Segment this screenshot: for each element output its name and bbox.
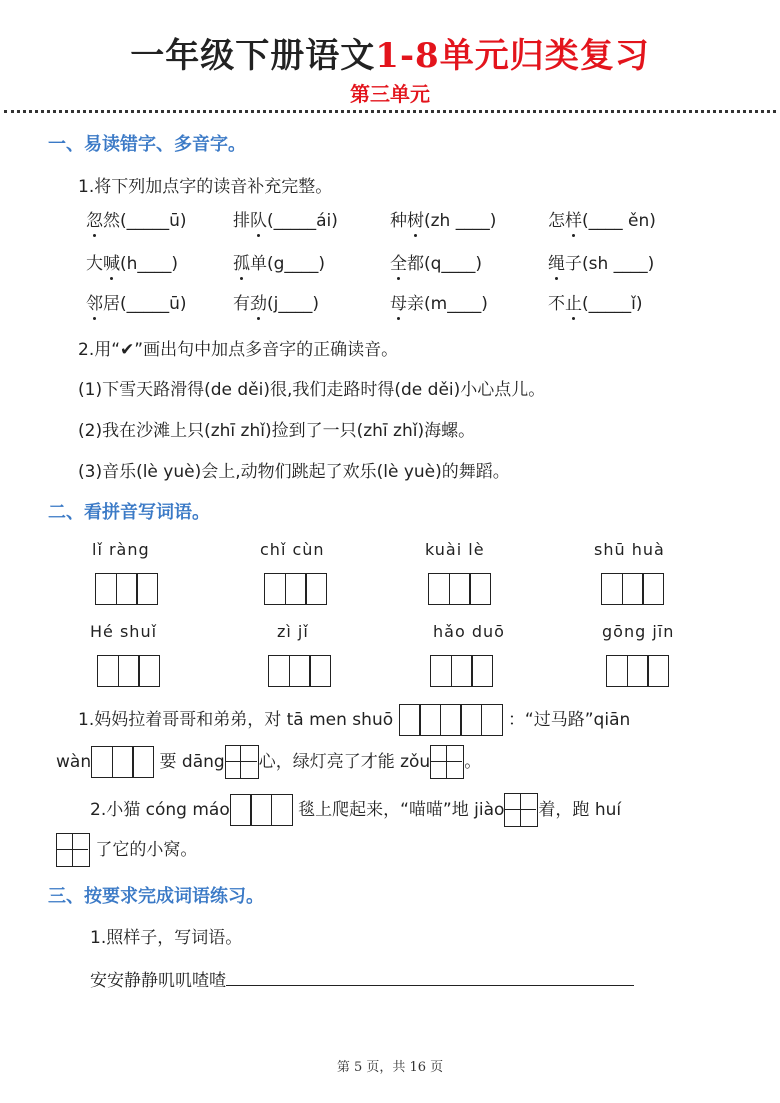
dotted-char: 样 <box>565 211 582 231</box>
dotted-divider <box>4 110 776 113</box>
pinyin-6: zì jǐ <box>277 622 309 641</box>
answer-grid[interactable] <box>230 794 293 826</box>
section1-heading: 一、易读错字、多音字。 <box>48 134 246 155</box>
answer-grid[interactable] <box>428 573 491 605</box>
section3-heading: 三、按要求完成词语练习。 <box>48 886 264 907</box>
fill-paragraph-1a: 1.妈妈拉着哥哥和弟弟，对 tā men shuō ：“过马路”qiān <box>78 703 630 737</box>
reading-item: 忽然(_____ū) <box>86 211 187 231</box>
page-footer: 第 5 页，共 16 页 <box>336 1060 444 1075</box>
dotted-char: 母 <box>390 294 407 314</box>
dotted-char: 绳 <box>548 254 565 274</box>
fill-paragraph-2a: 2.小猫 cóng máo 毯上爬起来，“喵喵”地 jiào 着，跑 huí <box>90 793 621 827</box>
reading-item: 母亲(m____) <box>390 294 488 314</box>
dotted-char: 邻 <box>86 294 103 314</box>
dotted-char: 队 <box>250 211 267 231</box>
pinyin-7: hǎo duō <box>433 622 505 641</box>
reading-item: 孤单(g____) <box>233 254 326 274</box>
answer-square[interactable] <box>225 745 259 779</box>
dotted-char: 忽 <box>86 211 103 231</box>
reading-item: 绳子(sh ____) <box>548 254 655 274</box>
reading-item: 排队(_____ái) <box>233 211 338 231</box>
pinyin-3: kuài lè <box>425 540 485 559</box>
answer-grid[interactable] <box>268 655 331 687</box>
s1-sentence3: (3)音乐(lè yuè)会上,动物们跳起了欢乐(lè yuè)的舞蹈。 <box>78 462 510 482</box>
dotted-char: 树 <box>407 211 424 231</box>
dotted-char: 止 <box>565 294 582 314</box>
section2-heading: 二、看拼音写词语。 <box>48 502 210 523</box>
check-mark-icon: ✔ <box>120 340 135 360</box>
reading-item: 不止(_____ǐ) <box>548 294 643 314</box>
reading-item: 种树(zh ____) <box>390 211 497 231</box>
answer-square[interactable] <box>504 793 538 827</box>
reading-item: 邻居(_____ū) <box>86 294 187 314</box>
page-title: 一年级下册语文1-8单元归类复习 <box>130 36 650 76</box>
reading-item: 有劲(j____) <box>233 294 319 314</box>
pinyin-5: Hé shuǐ <box>90 622 158 641</box>
s1-q2: 2.用“✔”画出句中加点多音字的正确读音。 <box>78 340 399 360</box>
answer-square[interactable] <box>56 833 90 867</box>
reading-item: 大喊(h____) <box>86 254 179 274</box>
fill-paragraph-1b: wàn 要 dāng 心，绿灯亮了才能 zǒu 。 <box>56 745 481 779</box>
answer-grid[interactable] <box>264 573 327 605</box>
reading-item: 怎样(____ ěn) <box>548 211 656 231</box>
answer-grid[interactable] <box>399 704 503 736</box>
fill-paragraph-2b: 了它的小窝。 <box>56 833 197 867</box>
answer-grid[interactable] <box>91 746 154 778</box>
s1-sentence1: (1)下雪天路滑得(de děi)很,我们走路时得(de děi)小心点儿。 <box>78 380 546 400</box>
answer-grid[interactable] <box>97 655 160 687</box>
pinyin-4: shū huà <box>594 540 665 559</box>
dotted-char: 全 <box>390 254 407 274</box>
dotted-char: 劲 <box>250 294 267 314</box>
answer-line[interactable] <box>226 969 634 986</box>
answer-grid[interactable] <box>95 573 158 605</box>
s3-example: 安安静静叽叽喳喳 <box>90 966 634 991</box>
s3-q1: 1.照样子，写词语。 <box>90 928 243 948</box>
pinyin-1: lǐ ràng <box>92 540 150 559</box>
page-subtitle: 第三单元 <box>350 82 430 106</box>
answer-grid[interactable] <box>601 573 664 605</box>
reading-item: 全都(q____) <box>390 254 483 274</box>
dotted-char: 孤 <box>233 254 250 274</box>
dotted-char: 喊 <box>103 254 120 274</box>
answer-grid[interactable] <box>606 655 669 687</box>
answer-square[interactable] <box>430 745 464 779</box>
pinyin-2: chǐ cùn <box>260 540 325 559</box>
s1-q1: 1.将下列加点字的读音补充完整。 <box>78 177 333 197</box>
answer-grid[interactable] <box>430 655 493 687</box>
s1-sentence2: (2)我在沙滩上只(zhī zhǐ)捡到了一只(zhī zhǐ)海螺。 <box>78 421 476 441</box>
pinyin-8: gōng jīn <box>602 622 675 641</box>
